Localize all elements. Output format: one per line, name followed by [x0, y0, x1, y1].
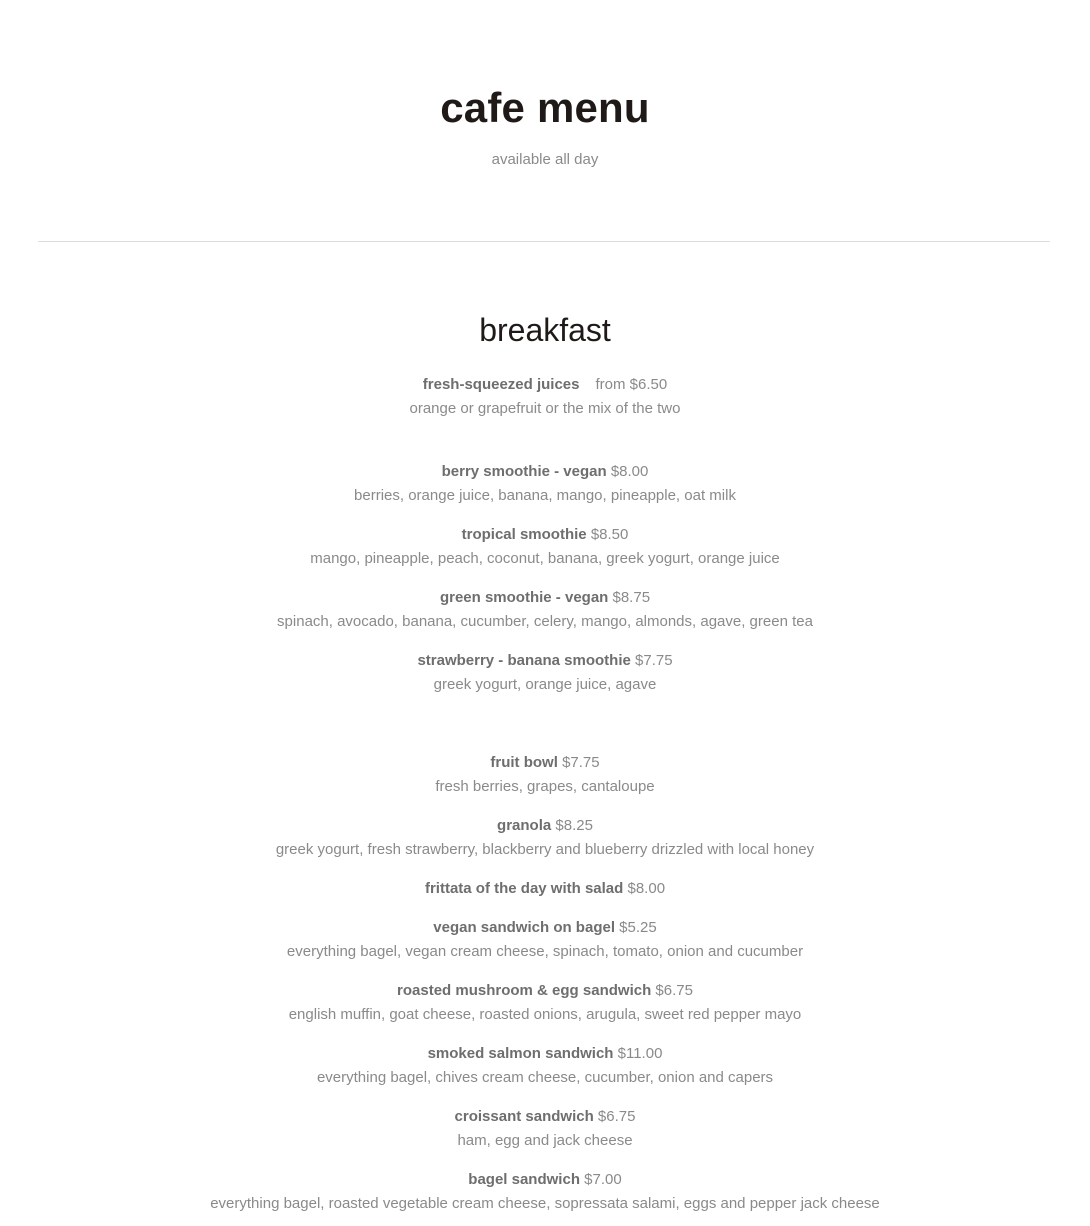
menu-item-description: orange or grapefruit or the mix of the two	[409, 400, 681, 417]
menu-item-price: $8.25	[555, 817, 593, 834]
menu-item-title	[0, 879, 1090, 899]
menu-item-title	[0, 1107, 1090, 1127]
menu-item-description: everything bagel, roasted vegetable cream cheese, sopressata salami, eggs and pepper jack cheese	[210, 1195, 880, 1212]
menu-item-name: berry smoothie - vegan	[441, 463, 607, 480]
menu-item-title	[0, 375, 1090, 395]
menu-item-price: $8.00	[627, 880, 666, 897]
menu-item-price: $7.00	[584, 1171, 622, 1188]
menu-item-description: berries, orange juice, banana, mango, pineapple, oat milk	[354, 487, 736, 504]
menu-item-name: fresh-squeezed juices	[422, 376, 580, 393]
menu-item-description: greek yogurt, fresh strawberry, blackberry and blueberry drizzled with local honey	[275, 841, 815, 858]
menu-item-description: english muffin, goat cheese, roasted onions, arugula, sweet red pepper mayo	[288, 1006, 802, 1023]
menu-item-price: $8.50	[590, 526, 629, 543]
menu-item-price: $8.75	[612, 589, 651, 606]
section-title-breakfast: breakfast	[479, 312, 611, 348]
menu-item-description: greek yogurt, orange juice, agave	[433, 676, 657, 693]
menu-item-title	[0, 753, 1090, 773]
menu-item-name: croissant sandwich	[454, 1108, 594, 1125]
menu-item-name: strawberry - banana smoothie	[417, 652, 631, 669]
menu-item-title	[0, 816, 1090, 836]
menu-item-name: frittata of the day with salad	[424, 880, 624, 897]
menu-item-title	[0, 981, 1090, 1001]
menu-item-title	[0, 525, 1090, 545]
menu-item-description: mango, pineapple, peach, coconut, banana, greek yogurt, orange juice	[310, 550, 780, 567]
menu-item-price: $6.75	[655, 982, 693, 999]
menu-item-name: granola	[497, 817, 552, 834]
menu-item-name: smoked salmon sandwich	[427, 1045, 614, 1062]
menu-item-name: roasted mushroom & egg sandwich	[397, 982, 652, 999]
header-divider	[38, 241, 1050, 242]
menu-item-description: everything bagel, chives cream cheese, cucumber, onion and capers	[316, 1069, 774, 1086]
menu-item-price: $8.00	[610, 463, 649, 480]
menu-item-title	[0, 588, 1090, 608]
menu-item-name: vegan sandwich on bagel	[433, 919, 615, 936]
menu-item-price: $7.75	[635, 652, 673, 669]
menu-item-title	[0, 651, 1090, 671]
page-title: cafe menu	[440, 84, 650, 131]
menu-item-title	[0, 918, 1090, 938]
menu-item-name: tropical smoothie	[461, 526, 587, 543]
menu-item-price: $11.00	[617, 1045, 663, 1062]
menu-item-price: $5.25	[619, 919, 657, 936]
menu-item-description: spinach, avocado, banana, cucumber, celery, mango, almonds, agave, green tea	[277, 613, 813, 630]
menu-item-title	[0, 1170, 1090, 1190]
menu-item-name: fruit bowl	[490, 754, 558, 771]
menu-item-price: from $6.50	[595, 376, 668, 393]
menu-item-price: $6.75	[597, 1108, 636, 1125]
menu-item-description: fresh berries, grapes, cantaloupe	[435, 778, 655, 795]
menu-item-price: $7.75	[562, 754, 600, 771]
menu-item-description: everything bagel, vegan cream cheese, spinach, tomato, onion and cucumber	[286, 943, 804, 960]
menu-item-title	[0, 1044, 1090, 1064]
menu-item-name: bagel sandwich	[468, 1171, 580, 1188]
menu-item-description: ham, egg and jack cheese	[457, 1132, 633, 1149]
page-subtitle: available all day	[491, 151, 599, 168]
menu-item-title	[0, 462, 1090, 482]
menu-item-name: green smoothie - vegan	[439, 589, 609, 606]
